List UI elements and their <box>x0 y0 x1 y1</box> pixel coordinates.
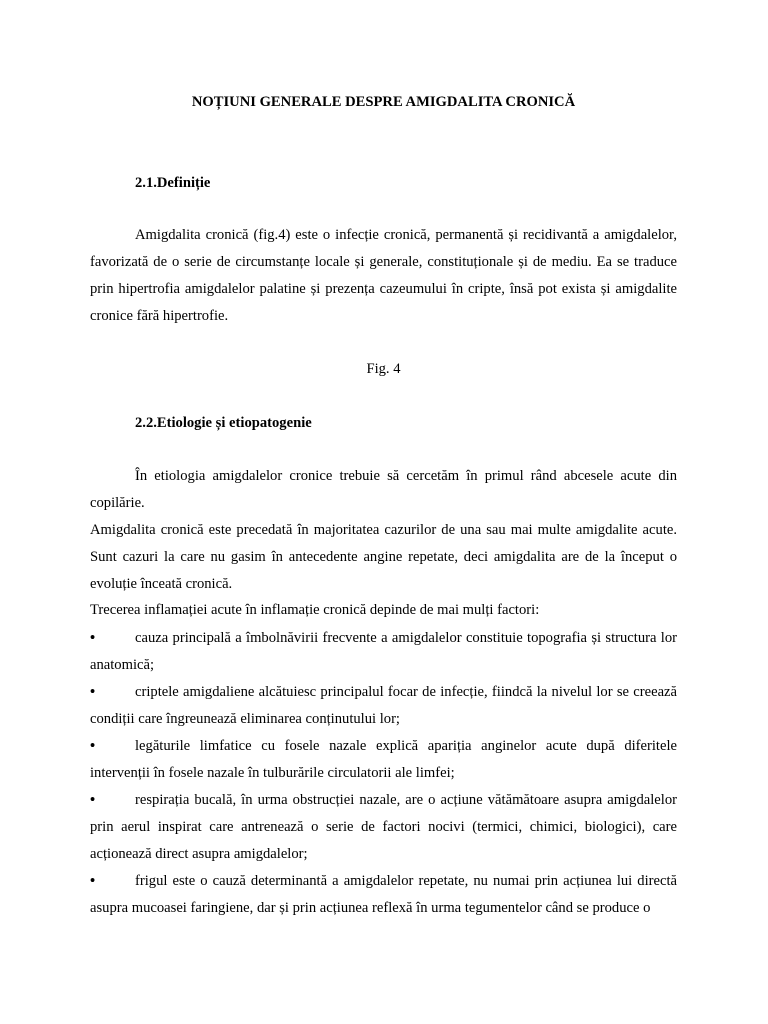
etiology-paragraph-2: Amigdalita cronică este precedată în majoritatea cazurilor de una sau mai multe amigdalite acute. Sunt cazuri la care nu gasim în antecedente angine repetate, deci amigdalita are de la început o evoluție înceată cronică. <box>90 522 677 592</box>
list-item-text: cauza principală a îmbolnăvirii frecvente a amigdalelor constituie topografia și structura lor anatomică; <box>90 630 677 673</box>
etiology-paragraph-3: Trecerea inflamației acute în inflamație cronică depinde de mai mulți factori: <box>90 602 540 618</box>
list-item-text: legăturile limfatice cu fosele nazale explică apariția anginelor acute după diferitele intervenții în fosele nazale în tulburările circulatorii ale limfei; <box>90 738 677 781</box>
list-item <box>90 679 677 733</box>
bullet-icon: • <box>90 630 96 646</box>
factors-list <box>90 625 677 922</box>
definition-paragraph: Amigdalita cronică (fig.4) este o infecție cronică, permanentă și recidivantă a amigdalelor, favorizată de o serie de circumstanțe locale și generale, constituționale și de mediu. Ea se traduce prin hipertrofia amigdalelor palatine și prezența cazeumului în cripte, însă pot exista și amigdalite cronice fără hipertrofie. <box>90 227 677 324</box>
list-item <box>90 625 677 679</box>
list-item <box>90 868 677 922</box>
bullet-icon: • <box>90 873 96 889</box>
section-heading-definition: 2.1.Definiție <box>135 175 211 191</box>
bullet-icon: • <box>90 684 96 700</box>
bullet-icon: • <box>90 738 96 754</box>
list-item-text: criptele amigdaliene alcătuiesc principalul focar de infecție, fiindcă la nivelul lor se creează condiții care îngreunează eliminarea conținutului lor; <box>90 684 677 727</box>
etiology-paragraph-1: În etiologia amigdalelor cronice trebuie să cercetăm în primul rând abcesele acute din copilărie. <box>90 468 677 511</box>
list-item <box>90 787 677 868</box>
bullet-icon: • <box>90 792 96 808</box>
document-title: NOȚIUNI GENERALE DESPRE AMIGDALITA CRONICĂ <box>191 94 576 110</box>
list-item <box>90 733 677 787</box>
figure-caption: Fig. 4 <box>366 361 401 377</box>
list-item-text: frigul este o cauză determinantă a amigdalelor repetate, nu numai prin acțiunea lui directă asupra mucoasei faringiene, dar și prin acțiunea reflexă în urma tegumentelor când se produce o <box>90 873 677 916</box>
section-heading-etiology: 2.2.Etiologie și etiopatogenie <box>135 415 312 431</box>
document-page <box>90 0 677 1024</box>
list-item-text: respirația bucală, în urma obstrucției nazale, are o acțiune vătămătoare asupra amigdalelor prin aerul inspirat care antrenează o serie de factori nocivi (termici, chimici, biologici), care acționează direct asupra amigdalelor; <box>90 792 677 862</box>
